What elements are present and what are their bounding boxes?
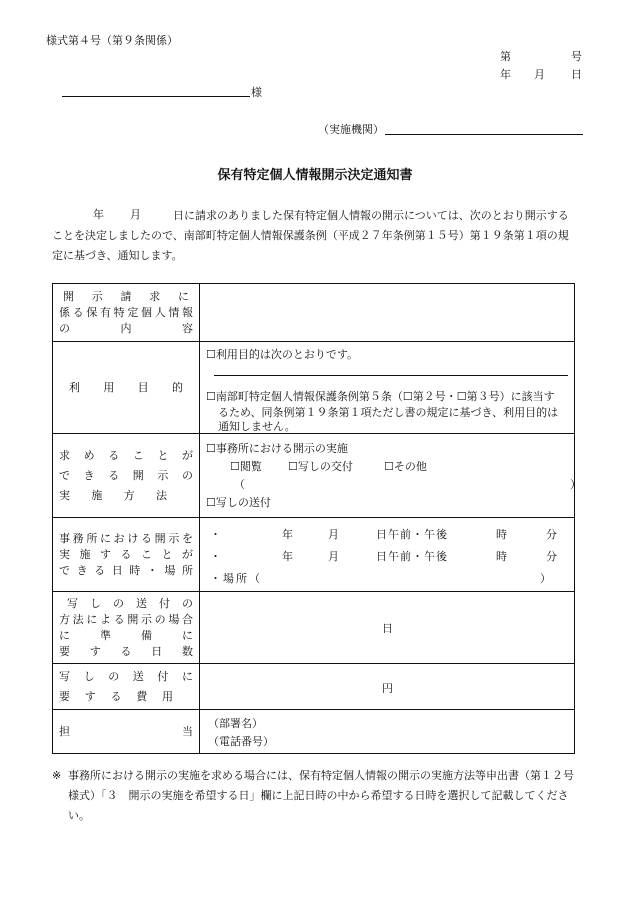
label-request-content: 開示請求に 係る保有特定個人情報 の内容	[53, 284, 200, 342]
row-datetime-place	[53, 518, 575, 592]
fee-unit: 円	[382, 682, 393, 695]
method-copy-issue: ☐写しの交付	[288, 460, 353, 473]
row-prep-days	[53, 592, 575, 664]
purpose-option-2-line1: ☐南部町特定個人情報保護条例第５条（☐第２号・☐第３号）に該当す	[206, 390, 555, 403]
date-day: 日	[571, 68, 582, 81]
contact-dept: （部署名）	[208, 717, 263, 730]
value-contact	[200, 710, 575, 754]
method-paren-open: （	[234, 478, 245, 491]
value-datetime-place: ・ 年 月 日午前・午後 時 分 ・ 年 月 日午前・午後 時 分 ・場所（ ）	[200, 518, 575, 592]
intro-month: 月	[130, 208, 141, 221]
method-view: ☐閲覧	[230, 460, 262, 473]
value-prep-days	[200, 592, 575, 664]
label-contact: 担当	[53, 710, 200, 754]
value-fee	[200, 664, 575, 710]
purpose-option-1: ☐利用目的は次のとおりです。	[206, 348, 358, 361]
value-method	[200, 434, 581, 518]
doc-number-suffix: 号	[571, 50, 582, 63]
row-purpose	[53, 342, 575, 434]
value-request-content	[200, 284, 575, 342]
date-year: 年	[500, 68, 511, 81]
page-title: 保有特定個人情報開示決定通知書	[217, 168, 413, 183]
place-label: ・場所（	[210, 572, 262, 585]
recipient-name-line	[62, 96, 250, 97]
row-method	[53, 434, 575, 518]
label-prep-days: 写しの送付の 方法による開示の場合 に準備に 要する日数	[53, 592, 200, 664]
row-fee	[53, 664, 575, 710]
purpose-option-2-line2: るため、同条例第１９条第１項ただし書の規定に基づき、利用目的は	[218, 406, 559, 419]
label-datetime-place: 事務所における開示を 実施することが できる日時・場所	[53, 518, 200, 592]
contact-phone: （電話番号）	[208, 735, 274, 748]
doc-number-prefix: 第	[500, 50, 511, 63]
label-method: 求めることが できる開示の 実施方法	[53, 434, 200, 518]
label-purpose: 利用目的	[53, 342, 200, 434]
recipient-suffix: 様	[251, 86, 262, 99]
form-number: 様式第４号（第９条関係）	[46, 34, 178, 47]
label-fee: 写しの送付に 要する費用	[53, 664, 200, 710]
disclosure-table	[52, 283, 581, 754]
method-mail: ☐写しの送付	[206, 496, 271, 509]
method-paren-close: ）	[570, 478, 581, 491]
purpose-option-2-line3: 通知しません。	[218, 420, 296, 433]
agency-name-line	[385, 134, 583, 135]
footnote	[52, 766, 582, 826]
method-office: ☐事務所における開示の実施	[206, 442, 348, 455]
value-purpose	[200, 342, 575, 434]
method-other: ☐その他	[384, 460, 427, 473]
days-unit: 日	[382, 622, 393, 635]
date-month: 月	[534, 68, 545, 81]
place-close: ）	[540, 572, 551, 585]
purpose-line	[214, 375, 568, 376]
row-contact	[53, 710, 575, 754]
note-text: 事務所における開示の実施を求める場合には、保有特定個人情報の開示の実施方法等申出書（第１２号様式）「３ 開示の実施を希望する日」欄に上記日時の中から希望する日時を選択して記載してください。	[68, 769, 574, 822]
intro-text: 日に請求のありました保有特定個人情報の開示については、次のとおり開示することを決定しましたので、南部町特定個人情報保護条例（平成２７年条例第１５号）第１９条第１項の規定に基づき、通知します。	[52, 209, 569, 262]
agency-label: （実施機関）	[318, 123, 384, 136]
row-request-content	[53, 284, 575, 342]
intro-year: 年	[93, 208, 104, 221]
note-mark: ※	[52, 769, 62, 782]
